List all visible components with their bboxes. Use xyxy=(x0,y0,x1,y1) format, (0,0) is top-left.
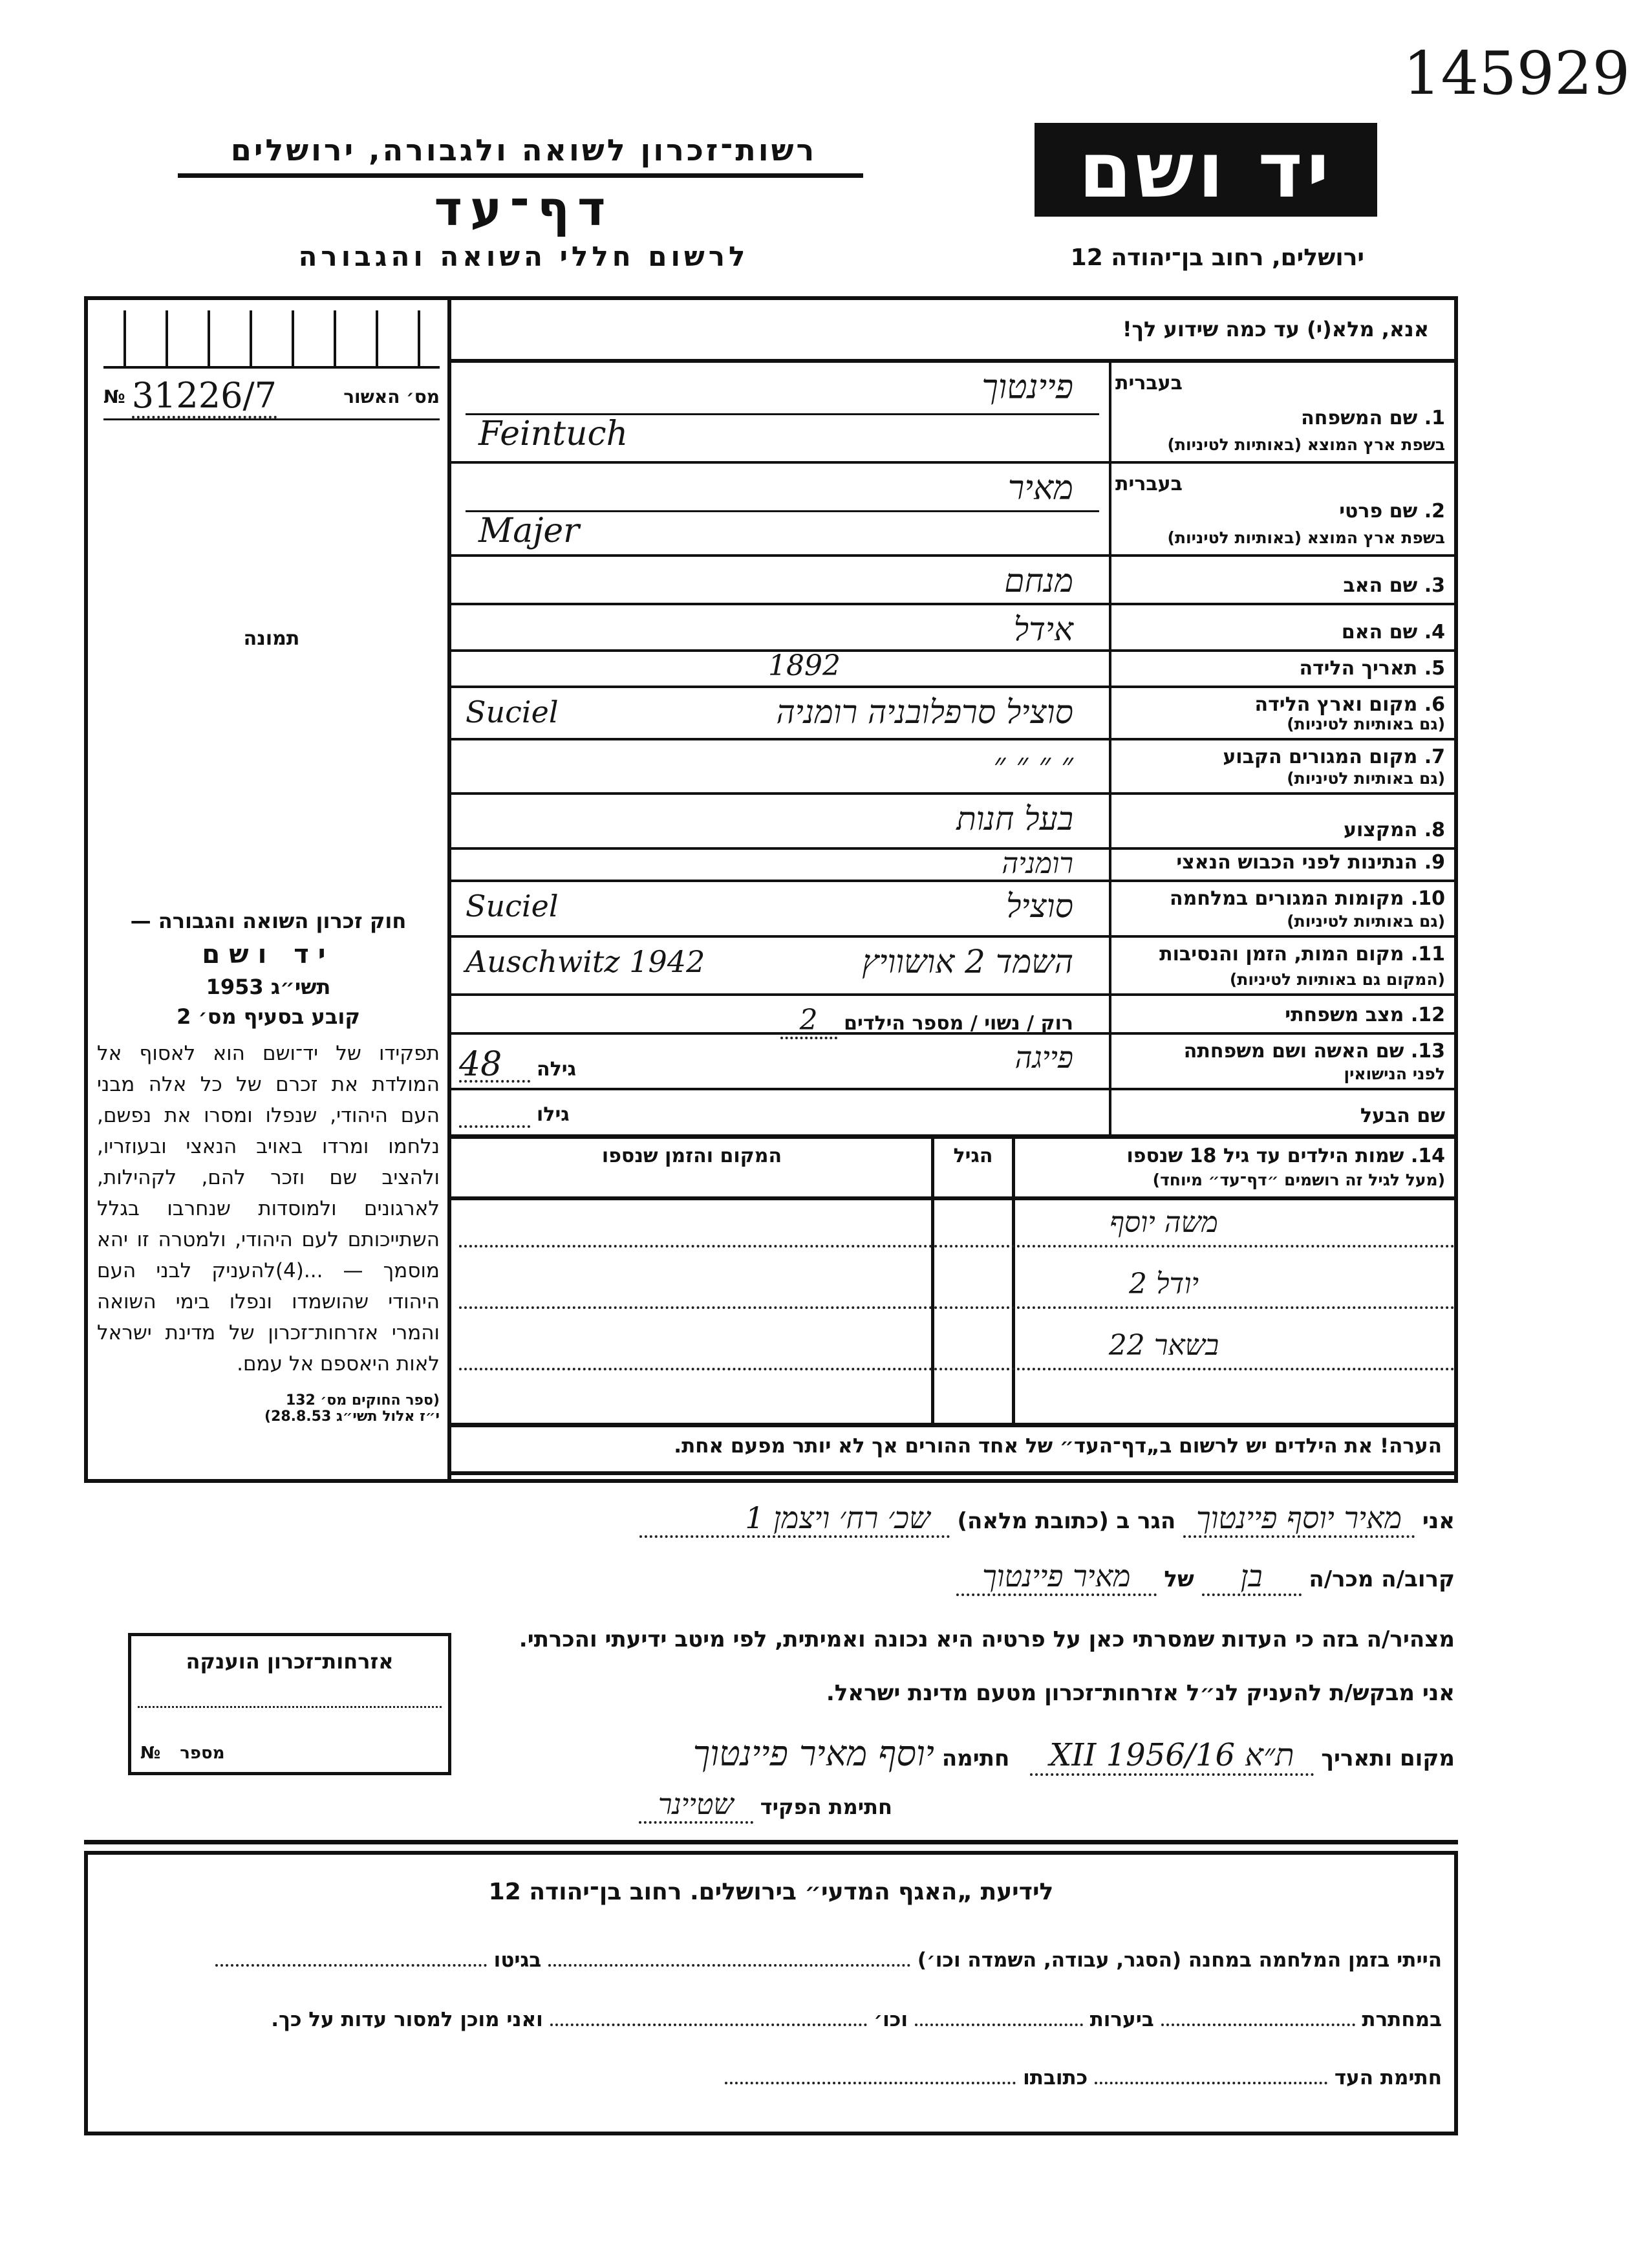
witness-signature-label: חתימת העד xyxy=(1334,2066,1442,2090)
approval-number-row xyxy=(103,375,440,420)
row-rule xyxy=(451,935,1458,938)
row-rule xyxy=(451,554,1458,557)
value: אידל xyxy=(1013,610,1073,648)
place-date-line xyxy=(693,1733,1455,1776)
law-name: יד ושם xyxy=(202,940,335,969)
children-col-divider xyxy=(931,1139,934,1423)
declaration-line-1 xyxy=(639,1500,1455,1538)
field-label: 7. מקום המגורים הקבוע xyxy=(1223,746,1445,768)
relation: בן xyxy=(1202,1559,1302,1596)
official-signature-line xyxy=(639,1788,892,1824)
dotted-rule xyxy=(459,1245,1455,1247)
approval-number-boxes xyxy=(103,310,440,369)
row-rule xyxy=(451,686,1458,688)
camp-label: הייתי בזמן המלחמה במחנה (הסגר, עבודה, השמדה וכו׳) xyxy=(917,1949,1442,1972)
field-label: 9. הנתינות לפני הכבוש הנאצי xyxy=(1176,851,1445,874)
signature-label: חתימה xyxy=(941,1745,1010,1771)
value-latin: Majer xyxy=(478,512,579,550)
value: פייגה xyxy=(1014,1040,1073,1075)
camp-field[interactable] xyxy=(548,1964,910,1967)
age-value xyxy=(459,1090,530,1128)
archive-number: 145929 xyxy=(1403,39,1630,108)
i-label: אני xyxy=(1422,1508,1455,1534)
forests-label: ביערות xyxy=(1089,2008,1154,2031)
witness-line xyxy=(725,2066,1442,2090)
official-signature: שטיינר xyxy=(639,1788,753,1824)
value: סוציל סרפלובניה רומניה xyxy=(776,693,1073,731)
declaration-bottom-rule xyxy=(84,1840,1458,1844)
children-place-header: המקום והזמן שנספו xyxy=(601,1145,782,1167)
yad-vashem-logo xyxy=(1035,123,1377,217)
statement: מצהיר/ה בזה כי העדות שמסרתי כאן על פרטיה היא נכונה ואמיתית, לפי מיטב ידיעתי והכרתי. xyxy=(519,1626,1455,1652)
children-count: 2 xyxy=(780,1004,837,1039)
dotted-rule xyxy=(459,1306,1455,1309)
header-rule xyxy=(178,173,863,178)
children-age-header: הגיל xyxy=(953,1145,993,1167)
law-year: תשי״ג 1953 xyxy=(206,975,331,999)
label-column-divider xyxy=(1109,363,1111,1136)
of-label: של xyxy=(1164,1566,1194,1592)
value: בעל חנות xyxy=(956,800,1073,837)
testimony-offer: ואני מוכן למסור עדות על כך. xyxy=(271,2008,543,2031)
etc-field[interactable] xyxy=(550,2024,867,2026)
field-label: 6. מקום וארץ הלידה xyxy=(1254,693,1445,716)
declarant-name: מאיר יוסף פיינטוך xyxy=(1183,1500,1415,1538)
law-text: תפקידו של יד־ושם הוא לאסוף אל המולדת את זכרם של כל אלה מבני העם היהודי, שנפלו ומסרו את נפשם, נלחמו ומרדו באויב הנאצי ובעוזריו, ולהציב שם וזכר להם, לקהילות, לארגונים ולמוסדות שנחרבו בגלל השתייכותם לעם היהודי, ולמטרה זו יהא מוסמך — ...(4)להעניק לבני העם היהודי שהושמדו ונפלו בימי השואה והמרי אזרחות־זכרון של מדינת ישראל לאות היאספם אל עמם. xyxy=(97,1042,440,1376)
children-sublabel: (מעל לגיל זה רושמים ״דף־עד״ מיוחד) xyxy=(1152,1171,1445,1189)
declarant-signature: יוסף מאיר פיינטוך xyxy=(692,1733,934,1774)
citizenship-box-title: אזרחות־זכרון הוענקה xyxy=(186,1649,394,1674)
children-col-divider xyxy=(1012,1139,1015,1423)
relative-label: קרוב/ה מכר/ה xyxy=(1309,1566,1455,1592)
age-label: גילו xyxy=(537,1103,570,1126)
official-label: חתימת הפקיד xyxy=(760,1795,892,1819)
age-value: 48 xyxy=(459,1045,530,1083)
underground-line xyxy=(271,2008,1442,2031)
value-hebrew: מאיר xyxy=(1007,469,1073,508)
field-label: 1. שם המשפחה xyxy=(1301,407,1445,429)
authority-name: רשות־זכרון לשואה ולגבורה, ירושלים xyxy=(230,133,817,167)
row-rule xyxy=(451,738,1458,740)
value: השמד 2 אושוויץ xyxy=(862,943,1073,980)
field-label: 10. מקומות המגורים במלחמה xyxy=(1170,887,1445,910)
address-label: הגר ב (כתובת מלאה) xyxy=(957,1508,1176,1534)
value-latin: Feintuch xyxy=(478,415,628,453)
logo-text: יד ושם xyxy=(1078,125,1333,215)
law-reference: (ספר החוקים מס׳ 132 xyxy=(285,1392,440,1409)
camp-line xyxy=(215,1949,1442,1972)
row-rule xyxy=(451,603,1458,605)
field-label: 5. תאריך הלידה xyxy=(1299,657,1445,680)
place-date-label: מקום ותאריך xyxy=(1321,1745,1455,1771)
children-header-rule xyxy=(451,1196,1458,1200)
field-label: 12. מצב משפחתי xyxy=(1285,1004,1445,1026)
left-column-divider xyxy=(447,296,451,1483)
scientific-dept-title: לידיעת „האגף המדעי״ בירושלים. רחוב בן־יהודה 12 xyxy=(488,1879,1054,1905)
hebrew-label: בעברית xyxy=(1115,473,1183,495)
field-sublabel: בשפת ארץ המוצא (באותיות לטיניות) xyxy=(1167,435,1445,454)
child-name: משה יוסף xyxy=(1110,1206,1218,1239)
row-rule xyxy=(451,880,1458,882)
row-rule xyxy=(451,847,1458,850)
field-label: שם הבעל xyxy=(1360,1105,1445,1127)
field-sublabel: לפני הנישואין xyxy=(1344,1064,1445,1083)
value: רומניה xyxy=(1002,847,1073,880)
field-sublabel: (גם באותיות לטיניות) xyxy=(1287,912,1445,931)
citizenship-box xyxy=(128,1633,451,1775)
field-sublabel: (המקום גם באותיות לטיניות) xyxy=(1229,970,1445,989)
field-sublabel: בשפת ארץ המוצא (באותיות לטיניות) xyxy=(1167,528,1445,547)
ghetto-field[interactable] xyxy=(215,1964,487,1967)
value-hebrew: פיינטוך xyxy=(981,368,1073,407)
etc-label: וכו׳ xyxy=(874,2008,908,2031)
underground-label: במחתרת xyxy=(1362,2008,1442,2031)
marital-options: רוק / נשוי / מספר הילדים xyxy=(844,1012,1073,1035)
hebrew-label: בעברית xyxy=(1115,372,1183,394)
row-rule xyxy=(451,649,1458,652)
value-latin: Suciel xyxy=(466,889,559,923)
note-bottom-rule xyxy=(451,1471,1458,1475)
place-date: ת״א 16/XII 1956 xyxy=(1030,1737,1313,1776)
row-rule xyxy=(451,993,1458,996)
approval-label: מס׳ האשור xyxy=(343,386,440,407)
age-label: גילה xyxy=(537,1058,576,1081)
note-rule xyxy=(451,1423,1458,1427)
law-section: קובע בסעיף מס׳ 2 xyxy=(177,1004,360,1029)
citizenship-number-label: מספר xyxy=(180,1744,225,1763)
field-label: 3. שם האב xyxy=(1343,574,1445,597)
form-subtitle: לרשום חללי השואה והגבורה xyxy=(298,241,749,272)
dotted-rule xyxy=(459,1368,1455,1370)
value: ״ ״ ״ ״ xyxy=(993,746,1073,783)
children-top-rule xyxy=(451,1134,1458,1139)
underground-field[interactable] xyxy=(1161,2024,1355,2026)
witness-address-field[interactable] xyxy=(725,2082,1016,2084)
field-sublabel: (גם באותיות לטיניות) xyxy=(1287,769,1445,788)
value-latin: Suciel xyxy=(466,695,559,729)
value: מנחם xyxy=(1004,562,1073,599)
field-label: 13. שם האשה ושם משפחתה xyxy=(1183,1040,1445,1063)
field-label: 2. שם פרטי xyxy=(1339,500,1445,523)
note: הערה! את הילדים יש לרשום ב„דף־העד״ של אחד ההורים אך לא יותר מפעם אחת. xyxy=(674,1434,1442,1458)
value: 1892 xyxy=(768,649,841,682)
declaration-line-2 xyxy=(956,1559,1455,1596)
witness-address-label: כתובתו xyxy=(1023,2066,1088,2090)
number-sign: № xyxy=(140,1744,161,1763)
row-rule xyxy=(451,1088,1458,1090)
approval-number: 31226/7 xyxy=(132,375,277,418)
field-label: 11. מקום המות, הזמן והנסיבות xyxy=(1159,943,1445,966)
law-excerpt xyxy=(97,909,440,1425)
forests-field[interactable] xyxy=(915,2024,1083,2026)
photo-label: תמונה xyxy=(243,627,300,650)
address: ירושלים, רחוב בן־יהודה 12 xyxy=(1070,244,1364,271)
ghetto-label: בגיטו xyxy=(493,1949,542,1972)
witness-signature-field[interactable] xyxy=(1095,2082,1327,2084)
value: סוציל xyxy=(1006,887,1073,925)
child-name: יודל 2 xyxy=(1128,1268,1199,1301)
number-sign: № xyxy=(103,386,125,407)
child-name: בשאר 22 xyxy=(1108,1329,1219,1362)
declarant-address: שכ׳ רח׳ ויצמן 1 xyxy=(639,1500,950,1538)
children-label: 14. שמות הילדים עד גיל 18 שנספו xyxy=(1126,1145,1445,1167)
instruction: אנא, מלא(י) עד כמה שידוע לך! xyxy=(1122,317,1429,341)
law-reference-date: י״ז אלול תשי״ג 28.8.53) xyxy=(264,1409,440,1425)
row-rule xyxy=(451,461,1458,464)
field-label: 4. שם האם xyxy=(1341,621,1445,643)
victim-name: מאיר פיינטוך xyxy=(956,1559,1156,1596)
field-label: 8. המקצוע xyxy=(1344,819,1445,841)
instruction-rule xyxy=(451,359,1458,363)
field-sublabel: (גם באותיות לטיניות) xyxy=(1287,715,1445,733)
row-rule xyxy=(451,792,1458,795)
request: אני מבקש/ת להעניק לנ״ל אזרחות־זכרון מטעם מדינת ישראל. xyxy=(826,1680,1455,1706)
form-title: דף־עד xyxy=(434,181,614,237)
value-latin: Auschwitz 1942 xyxy=(466,944,705,979)
law-title: חוק זכרון השואה והגבורה — xyxy=(130,909,407,933)
marital-status xyxy=(780,1004,1073,1039)
